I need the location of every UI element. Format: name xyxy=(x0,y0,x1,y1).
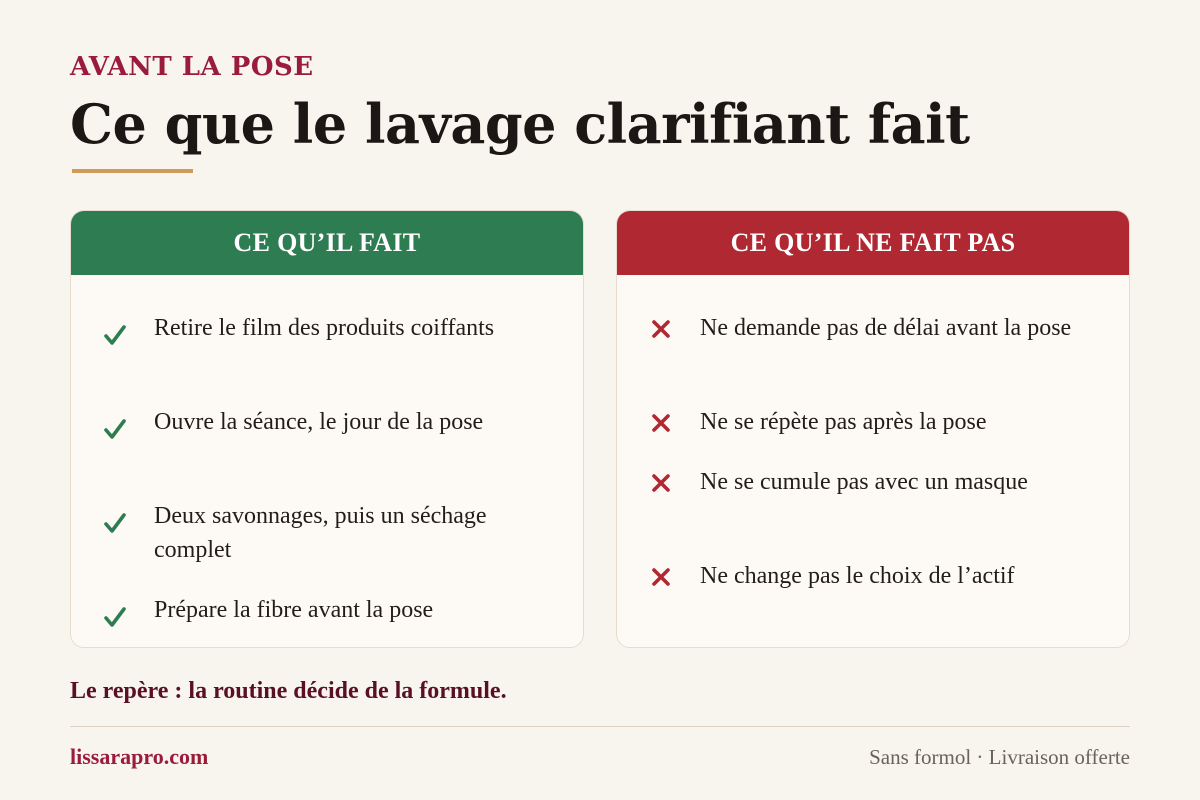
list-item-text: Deux savonnages, puis un séchage complet xyxy=(154,503,487,563)
does-card-heading: CE QU’IL FAIT xyxy=(71,211,583,275)
cross-icon xyxy=(649,471,673,495)
list-item-text: Ne se cumule pas avec un masque xyxy=(700,469,1028,495)
does-card xyxy=(70,210,584,648)
check-icon xyxy=(103,417,127,441)
title-underline xyxy=(72,169,193,173)
cross-icon xyxy=(649,411,673,435)
list-item-text: Retire le film des produits coiffants xyxy=(154,315,495,341)
eyebrow-label: AVANT LA POSE xyxy=(70,52,314,82)
footer-divider xyxy=(70,726,1130,727)
does-not-card-heading: CE QU’IL NE FAIT PAS xyxy=(617,211,1129,275)
list-item-text: Prépare la fibre avant la pose xyxy=(154,597,434,623)
does-not-card xyxy=(616,210,1130,648)
check-icon xyxy=(103,323,127,347)
list-item-text: Ne demande pas de délai avant la pose xyxy=(700,315,1072,341)
key-takeaway: Le repère : la routine décide de la formule. xyxy=(70,678,507,704)
check-icon xyxy=(103,605,127,629)
page-title: Ce que le lavage clarifiant fait xyxy=(70,92,970,156)
footer-tagline: Sans formol · Livraison offerte xyxy=(869,745,1130,769)
check-icon xyxy=(103,511,127,535)
list-item-text: Ne se répète pas après la pose xyxy=(700,409,987,435)
website-link[interactable]: lissarapro.com xyxy=(70,744,209,769)
list-item-text: Ne change pas le choix de l’actif xyxy=(700,563,1015,589)
cross-icon xyxy=(649,565,673,589)
list-item-text: Ouvre la séance, le jour de la pose xyxy=(154,409,484,435)
cross-icon xyxy=(649,317,673,341)
